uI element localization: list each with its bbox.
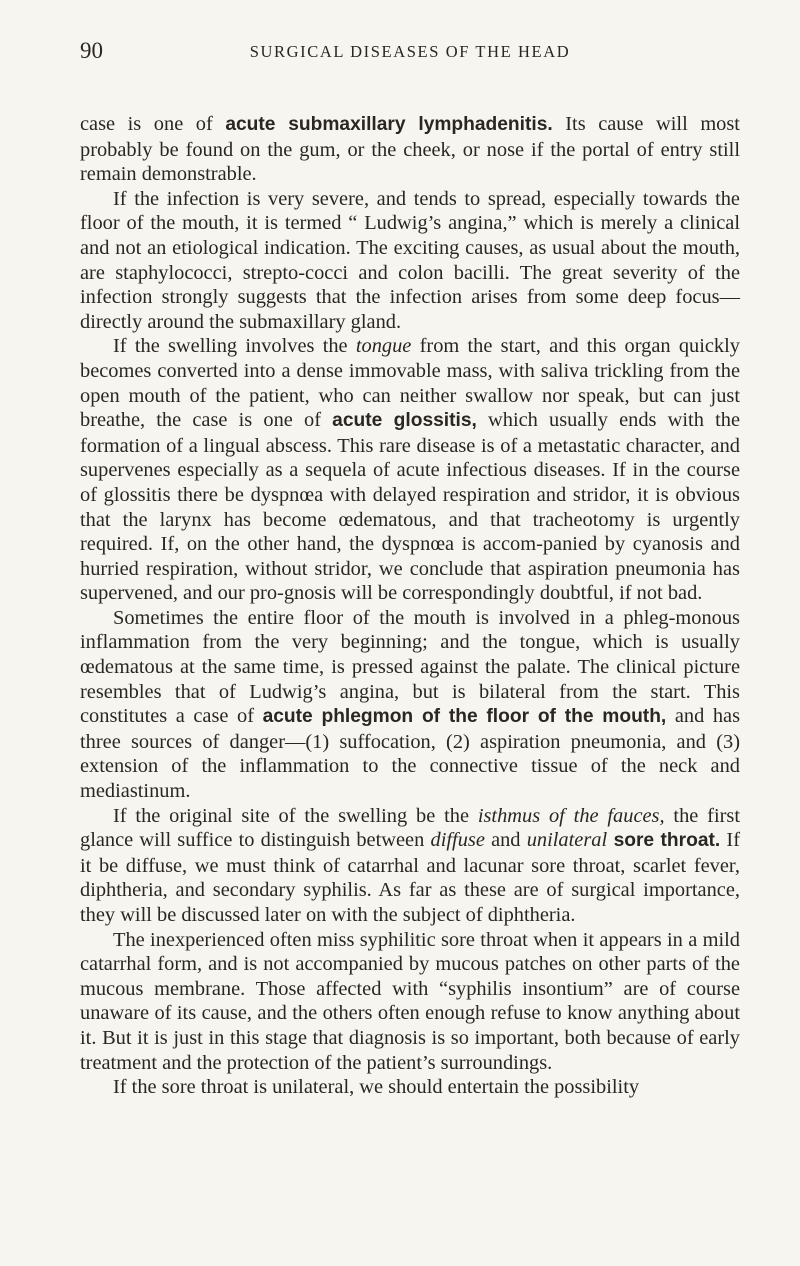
text-run: which usually ends with the formation of a lingual abscess. This rare disease is of a metastatic character, and supervenes especially as a sequela of acute infectious diseases. If in the course of glossitis there be dyspnœa with delayed respiration and stridor, it is obvious that the larynx has become œdematous, and that tracheotomy is urgently required. If, on the other hand, the dyspnœa is accom-panied by cyanosis and hurried respiration, without stridor, we conclude that aspiration pneumonia has supervened, and our pro-gnosis will be correspondingly doubtful, if not bad. <box>80 409 740 605</box>
text-run: from the start, and this organ quickly becomes converted into a dense immovable mass, with saliva trickling from the open mouth of the patient, who can neither swallow nor speak, but can just breathe, the case is one of <box>80 335 740 432</box>
text-run: If it be diffuse, we must think of catarrhal and lacunar sore throat, scarlet fever, diphtheria, and secondary syphilis. As far as these are of surgical importance, they will be discussed later on with the subject of diphtheria. <box>80 829 740 926</box>
text-run: If the infection is very severe, and tends to spread, especially towards the floor of the mouth, it is termed “ Ludwig’s angina,” which is merely a clinical and not an etiological indication. The exciting causes, as usual about the mouth, are staphylococci, strepto-cocci and colon bacilli. The great severity of the infection strongly suggests that the infection arises from some deep focus—directly around the submaxillary gland. <box>80 187 740 333</box>
body-text <box>80 112 740 1100</box>
emphasis-tongue: tongue <box>355 335 412 358</box>
emphasis-isthmus: isthmus of the fauces, <box>477 804 665 827</box>
paragraph-6 <box>80 928 740 1076</box>
text-run: case is one of <box>80 113 226 135</box>
paragraph-5 <box>80 804 740 928</box>
page-header <box>80 36 740 66</box>
text-run: and <box>484 829 527 852</box>
text-run: If the sore throat is unilateral, we should entertain the possibility <box>113 1076 640 1099</box>
text-run: If the swelling involves the <box>113 335 356 358</box>
term-sore-throat: sore throat. <box>607 830 721 852</box>
text-run: Sometimes the entire floor of the mouth is involved in a phleg-monous inflammation from the very beginning; and the tongue, which is usually œdematous at the same time, is pressed against the palate. The clinical picture resembles that of Ludwig’s angina, but is bilateral from the start. This constitutes a case of <box>80 606 740 728</box>
text-run: the first glance will suffice to distinguish between <box>80 804 741 852</box>
paragraph-7 <box>80 1075 740 1100</box>
running-title: SURGICAL DISEASES OF THE HEAD <box>249 42 571 61</box>
term-acute-glossitis: acute glossitis, <box>332 410 477 432</box>
emphasis-unilateral: unilateral <box>526 829 608 852</box>
text-run: The inexperienced often miss syphilitic sore throat when it appears in a mild catarrhal form, and is not accompanied by mucous patches on other parts of the mucous membrane. Those affected with “syphilis insontium” are of course unaware of its cause, and the others often enough refuse to know anything about it. But it is just in this stage that diagnosis is so important, both because of early treatment and the protection of the patient’s surroundings. <box>80 928 740 1074</box>
paragraph-1 <box>80 112 740 187</box>
term-acute-submaxillary-lymphadenitis: acute submaxillary lymphadenitis. <box>225 114 553 135</box>
page-number: 90 <box>80 38 103 63</box>
text-run: Its cause will most probably be found on the gum, or the cheek, or nose if the portal of entry still remain demonstrable. <box>80 113 740 186</box>
paragraph-3 <box>80 334 740 606</box>
text-run: If the original site of the swelling be the <box>113 804 478 827</box>
term-acute-phlegmon: acute phlegmon of the floor of the mouth, <box>262 706 667 728</box>
paragraph-2 <box>80 187 740 335</box>
text-run: and has three sources of danger—(1) suffocation, (2) aspiration pneumonia, and (3) extension of the inflammation to the connective tissue of the neck and mediastinum. <box>80 705 741 803</box>
emphasis-diffuse: diffuse <box>430 829 485 852</box>
paragraph-4 <box>80 606 740 804</box>
